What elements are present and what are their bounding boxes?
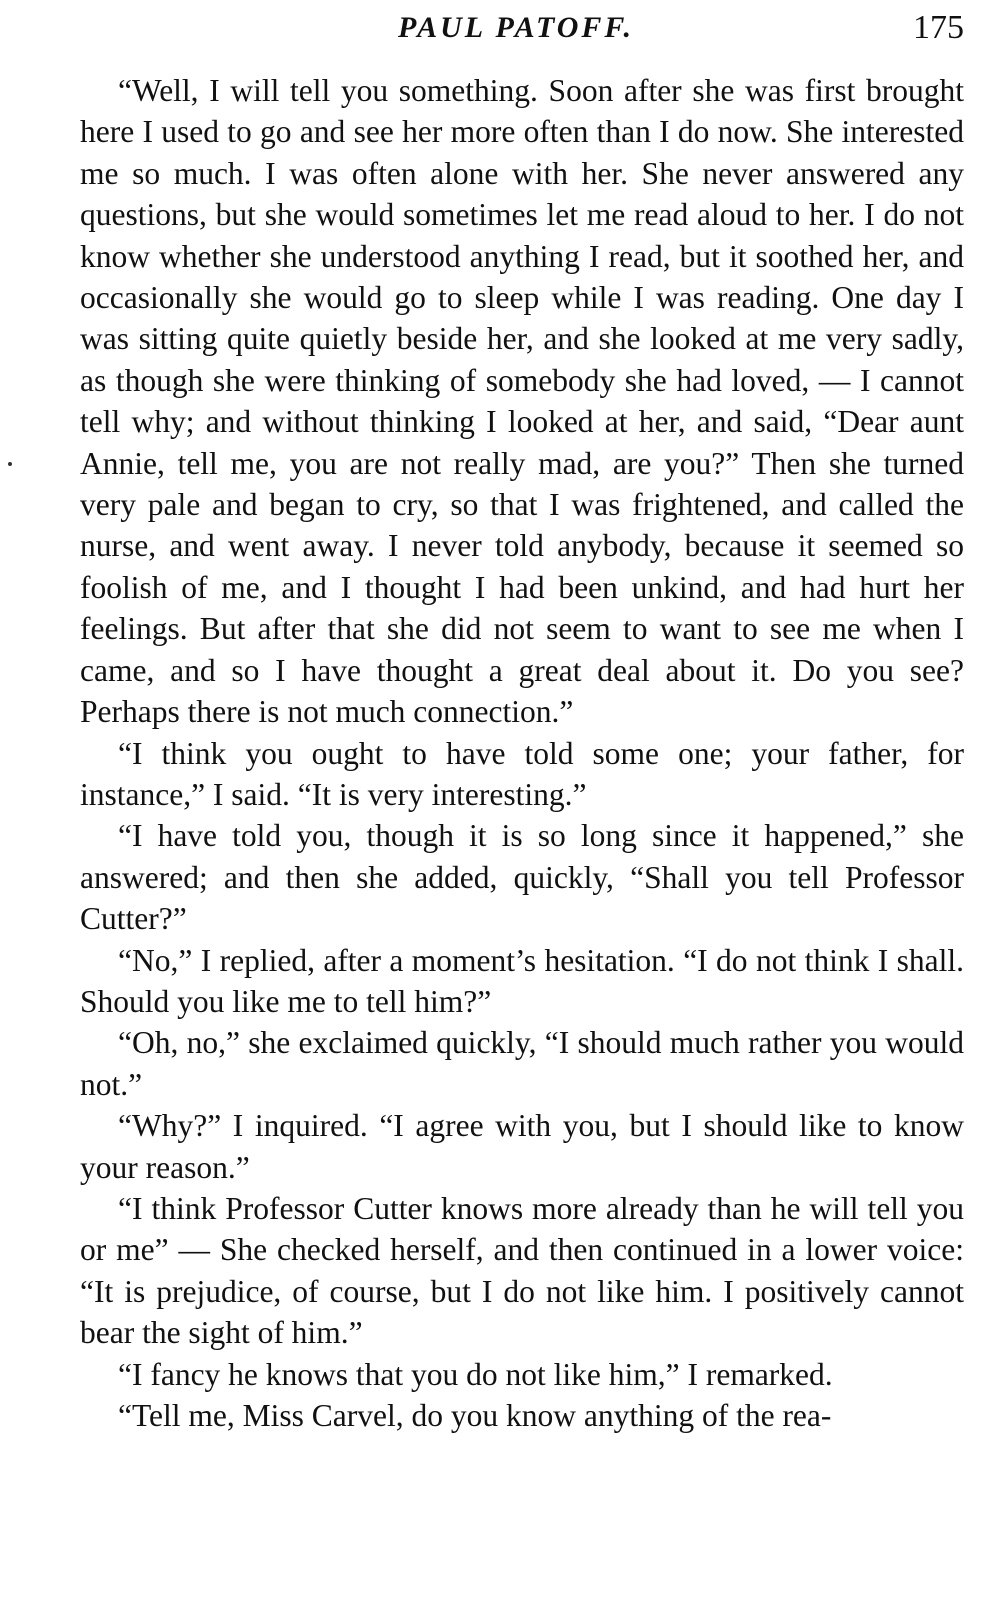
running-header	[80, 6, 964, 50]
paragraph: “I fancy he knows that you do not like him,” I remarked.	[118, 1356, 833, 1392]
paragraph: “Well, I will tell you something. Soon after she was first brought here I used to go and see her more often than I do now. She interested me so much. I was often alone with her. She never answered any questions, but she would sometimes let me read aloud to her. I do not know whether she understood anything I read, but it soothed her, and occasionally she would go to sleep while I was reading. One day I was sitting quite quietly beside her, and she looked at me very sadly, as though she were thinking of somebody she had loved, — I cannot tell why; and without thinking I looked at her, and said, “Dear aunt Annie, tell me, you are not really mad, are you?” Then she turned very pale and began to cry, so that I was frightened, and called the nurse, and went away. I never told anybody, because it seemed so foolish of me, and I thought I had been unkind, and had hurt her feelings. But after that she did not seem to want to see me when I came, and so I have thought a great deal about it. Do you see? Perhaps there is not much connection.”	[80, 73, 964, 730]
paragraph: “Oh, no,” she exclaimed quickly, “I should much rather you would not.”	[80, 1025, 964, 1102]
stray-ink-dot	[8, 462, 12, 466]
page-number: 175	[913, 9, 964, 46]
paragraph: “I have told you, though it is so long since it happened,” she answered; and then she added, quickly, “Shall you tell Professor Cutter?”	[80, 818, 964, 937]
paragraph: “Why?” I inquired. “I agree with you, but I should like to know your reason.”	[80, 1108, 964, 1185]
paragraph: “I think you ought to have told some one; your father, for instance,” I said. “It is very interesting.”	[80, 735, 964, 812]
paragraph: “No,” I replied, after a moment’s hesitation. “I do not think I shall. Should you like me to tell him?”	[80, 942, 964, 1019]
running-title: PAUL PATOFF.	[398, 11, 635, 44]
body-text	[80, 70, 964, 1436]
paragraph: “I think Professor Cutter knows more already than he will tell you or me” — She checked herself, and then continued in a lower voice: “It is prejudice, of course, but I do not like him. I positively cannot bear the sight of him.”	[80, 1190, 964, 1351]
book-page	[80, 0, 964, 1610]
paragraph: “Tell me, Miss Carvel, do you know anything of the rea-	[118, 1398, 832, 1433]
